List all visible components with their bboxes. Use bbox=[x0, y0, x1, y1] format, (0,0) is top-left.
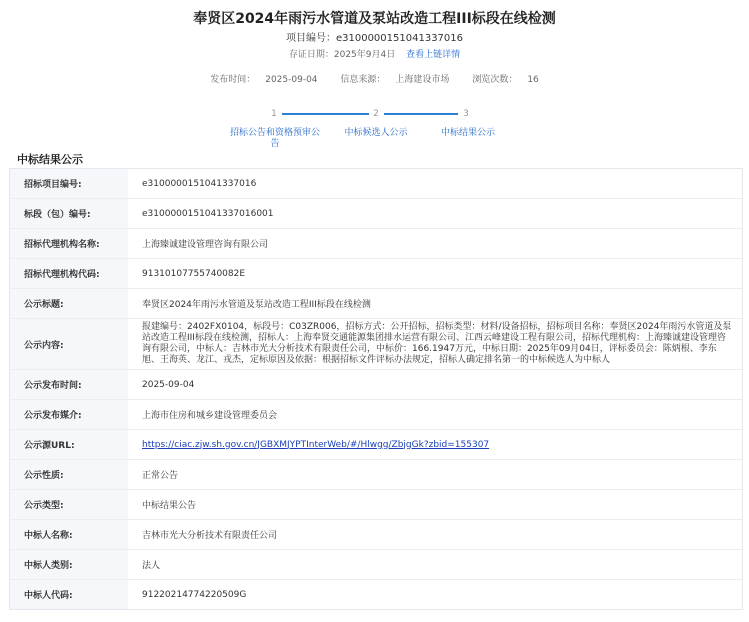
table-row bbox=[10, 169, 742, 199]
project-number-label: 项目编号： bbox=[285, 33, 336, 44]
table-row bbox=[10, 199, 742, 229]
row-value: 2025-09-04 bbox=[142, 379, 195, 390]
publish-time-label: 发布时间： bbox=[210, 75, 256, 85]
process-steps bbox=[0, 108, 749, 152]
row-label: 公示标题: bbox=[10, 289, 128, 318]
certificate-row bbox=[0, 49, 749, 62]
table-row bbox=[10, 490, 742, 520]
table-row bbox=[10, 289, 742, 319]
row-value: e3100000151041337016 bbox=[142, 178, 257, 189]
row-value: 法人 bbox=[142, 561, 161, 571]
project-number bbox=[0, 32, 749, 46]
table-row bbox=[10, 319, 742, 370]
view-count-label: 浏览次数： bbox=[472, 75, 518, 85]
row-value: 上海臻诚建设管理咨询有限公司 bbox=[142, 240, 269, 250]
source-url-link[interactable]: https://ciac.zjw.sh.gov.cn/JGBXMJYPTInterWeb/#/Hlwgg/ZbjgGk?zbid=155307 bbox=[142, 439, 490, 450]
step-connector-1 bbox=[282, 113, 369, 115]
row-label: 招标项目编号: bbox=[10, 169, 128, 198]
step-tab-bidding-announcement[interactable]: 招标公告和资格预审公告 bbox=[229, 128, 320, 149]
row-value: 正常公告 bbox=[142, 471, 179, 481]
view-count-value: 16 bbox=[527, 75, 539, 85]
row-value: 吉林市光大分析技术有限责任公司 bbox=[142, 531, 278, 541]
meta-row bbox=[0, 74, 749, 86]
row-value: 报建编号：2402FX0104，标段号：C03ZR006，招标方式：公开招标，招标类型：材料/设备招标，招标项目名称：奉贤区2024年雨污水管道及泵站改造工程III标段在线检测，招标人：上海奉贤交通能源集团排水运营有限公司、江西云峰建设工程有限公司，招标代理机构：上海臻诚建设管理咨询有限公司，中标人：吉林市光大分析技术有限责任公司，中标价：166.1947万元，中标日期：2025年09月04日，评标委员会：陈炳根、李东旭、王海英、龙江、戎杰，定标原因及依据：根据招标文件评标办法规定，招标人确定排名第一的中标候选人为中标人 bbox=[142, 322, 732, 365]
table-row bbox=[10, 550, 742, 580]
row-label: 公示源URL: bbox=[10, 430, 128, 459]
row-label: 中标人代码: bbox=[10, 580, 128, 609]
info-source-label: 信息来源： bbox=[340, 75, 386, 85]
step-tab-candidate-publicity[interactable]: 中标候选人公示 bbox=[344, 128, 408, 138]
publish-time bbox=[205, 75, 322, 85]
info-source bbox=[335, 75, 454, 85]
step-tab-result-publicity[interactable]: 中标结果公示 bbox=[440, 128, 495, 138]
project-number-value: e3100000151041337016 bbox=[335, 33, 464, 44]
table-row bbox=[10, 460, 742, 490]
row-value: 上海市住房和城乡建设管理委员会 bbox=[142, 411, 278, 421]
table-row bbox=[10, 520, 742, 550]
table-row bbox=[10, 229, 742, 259]
step-number-3: 3 bbox=[463, 109, 469, 119]
row-label: 公示性质: bbox=[10, 460, 128, 489]
section-title: 中标结果公示 bbox=[17, 153, 83, 166]
row-value: e3100000151041337016001 bbox=[142, 208, 274, 219]
table-row bbox=[10, 370, 742, 400]
cert-date-value: 2025年9月4日 bbox=[333, 50, 396, 60]
step-number-2: 2 bbox=[373, 109, 379, 119]
chain-details-link[interactable]: 查看上链详情 bbox=[406, 50, 461, 60]
page-title: 奉贤区2024年雨污水管道及泵站改造工程III标段在线检测 bbox=[193, 11, 556, 27]
cert-date-label: 存证日期： bbox=[288, 50, 334, 60]
view-count bbox=[467, 75, 543, 85]
row-label: 中标人名称: bbox=[10, 520, 128, 549]
table-row bbox=[10, 580, 742, 609]
step-number-1: 1 bbox=[271, 109, 277, 119]
row-label: 中标人类别: bbox=[10, 550, 128, 579]
row-value: 中标结果公告 bbox=[142, 501, 197, 511]
table-row bbox=[10, 400, 742, 430]
publish-time-value: 2025-09-04 bbox=[265, 75, 318, 85]
row-value: 奉贤区2024年雨污水管道及泵站改造工程III标段在线检测 bbox=[142, 300, 371, 310]
table-row bbox=[10, 259, 742, 289]
row-label: 标段（包）编号: bbox=[10, 199, 128, 228]
row-label: 公示发布时间: bbox=[10, 370, 128, 399]
row-label: 公示类型: bbox=[10, 490, 128, 519]
row-label: 公示内容: bbox=[10, 319, 128, 369]
row-label: 公示发布媒介: bbox=[10, 400, 128, 429]
result-table bbox=[9, 168, 743, 610]
row-value: 91220214774220509G bbox=[142, 589, 247, 600]
row-label: 招标代理机构名称: bbox=[10, 229, 128, 258]
row-label: 招标代理机构代码: bbox=[10, 259, 128, 288]
info-source-value: 上海建设市场 bbox=[395, 75, 450, 85]
row-value-url bbox=[128, 430, 742, 459]
row-value: 91310107755740082E bbox=[142, 268, 246, 279]
step-connector-2 bbox=[384, 113, 458, 115]
table-row bbox=[10, 430, 742, 460]
